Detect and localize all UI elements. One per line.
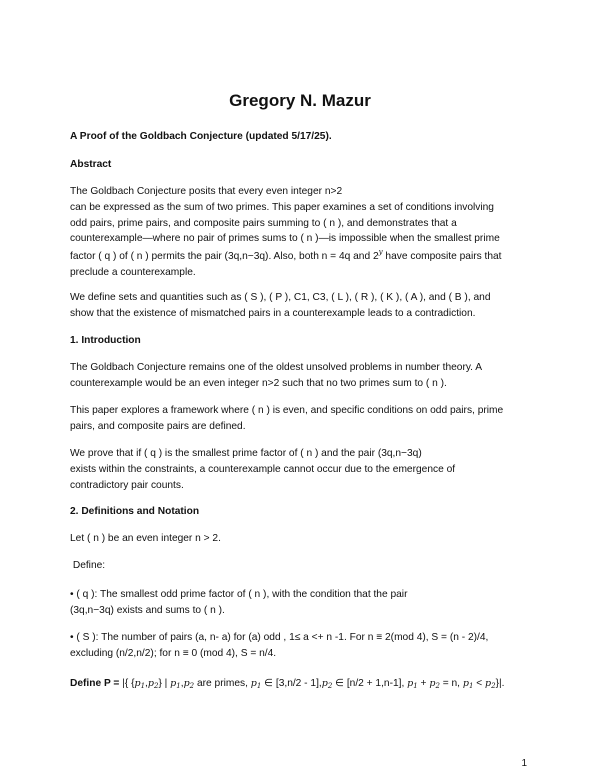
paragraph-line: • ( S ): The number of pairs (a, n- a) for (a) odd , 1≤ a <+ n -1. For n ≡ 2(mod 4), S = (n - 2)/4, [70, 632, 489, 643]
paragraph-line: The Goldbach Conjecture remains one of the oldest unsolved problems in number theory. A [70, 362, 483, 373]
abstract-paragraph [70, 184, 540, 281]
paragraph-line: excluding (n/2,n/2); for n ≡ 0 (mod 4), S = n/4. [70, 647, 277, 659]
paragraph-line: This paper explores a framework where ( n ) is even, and specific conditions on odd pairs, prime [70, 405, 504, 416]
intro-paragraph-1 [70, 360, 540, 392]
paragraph-line: exists within the constraints, a counterexample cannot occur due to the emergence of [70, 463, 456, 475]
paragraph-line: pairs, and composite pairs are defined. [70, 420, 246, 432]
paragraph-line: • ( q ): The smallest odd prime factor of ( n ), with the condition that the pair [70, 589, 408, 600]
abstract-line: counterexample—where no pair of primes sums to ( n )—is impossible when the smallest prime [70, 233, 500, 245]
definition-q [70, 587, 540, 619]
intro-paragraph-2 [70, 403, 540, 435]
sets-paragraph [70, 290, 540, 322]
paragraph-line: contradictory pair counts. [70, 479, 184, 491]
abstract-line: preclude a counterexample. [70, 267, 196, 279]
abstract-line: The Goldbach Conjecture posits that every even integer n>2 [70, 186, 343, 197]
definition-p: Define P = |{ $\{p_1,p_2\}$ | $p_1,p_2$ are primes, $p_1$ ∈ $[3,n/2 - 1],p_2$ ∈ [n/2 + 1,n-1], $p_1 + p_2 = n$, $p_1 < p_2\}|$. [70, 678, 505, 690]
definition-s [70, 630, 540, 662]
intro-paragraph-3 [70, 446, 540, 493]
paragraph-line: We prove that if ( q ) is the smallest prime factor of ( n ) and the pair (3q,n−3q) [70, 448, 422, 459]
exponent-y: y [378, 248, 383, 257]
define-label: Define: [70, 560, 106, 571]
abstract-line: can be expressed as the sum of two primes. This paper examines a set of conditions involving [70, 201, 494, 213]
paragraph-line: show that the existence of mismatched pairs in a counterexample leads to a contradiction. [70, 307, 476, 319]
author-name: Gregory N. Mazur [229, 91, 371, 110]
paragraph-line: (3q,n−3q) exists and sums to ( n ). [70, 604, 225, 616]
definitions-heading: 2. Definitions and Notation [70, 506, 200, 517]
paragraph-line: counterexample would be an even integer n>2 such that no two primes sum to ( n ). [70, 377, 447, 389]
paragraph-line: We define sets and quantities such as ( S ), ( P ), C1, C3, ( L ), ( R ), ( K ), ( A ), and ( B ), and [70, 292, 491, 303]
page-number: 1 [521, 758, 527, 769]
abstract-line: odd pairs, prime pairs, and composite pairs summing to ( n ), and demonstrates that a [70, 217, 457, 229]
define-p-label: Define P = [70, 678, 123, 689]
abstract-heading: Abstract [70, 159, 112, 170]
abstract-line: factor ( q ) of ( n ) permits the pair (3q,n−3q). Also, both n = 4q and 2$^y$ have composite pairs that [70, 248, 502, 263]
let-statement: Let ( n ) be an even integer n > 2. [70, 533, 221, 544]
paper-title: A Proof of the Goldbach Conjecture (updated 5/17/25). [70, 131, 332, 142]
introduction-heading: 1. Introduction [70, 335, 141, 346]
